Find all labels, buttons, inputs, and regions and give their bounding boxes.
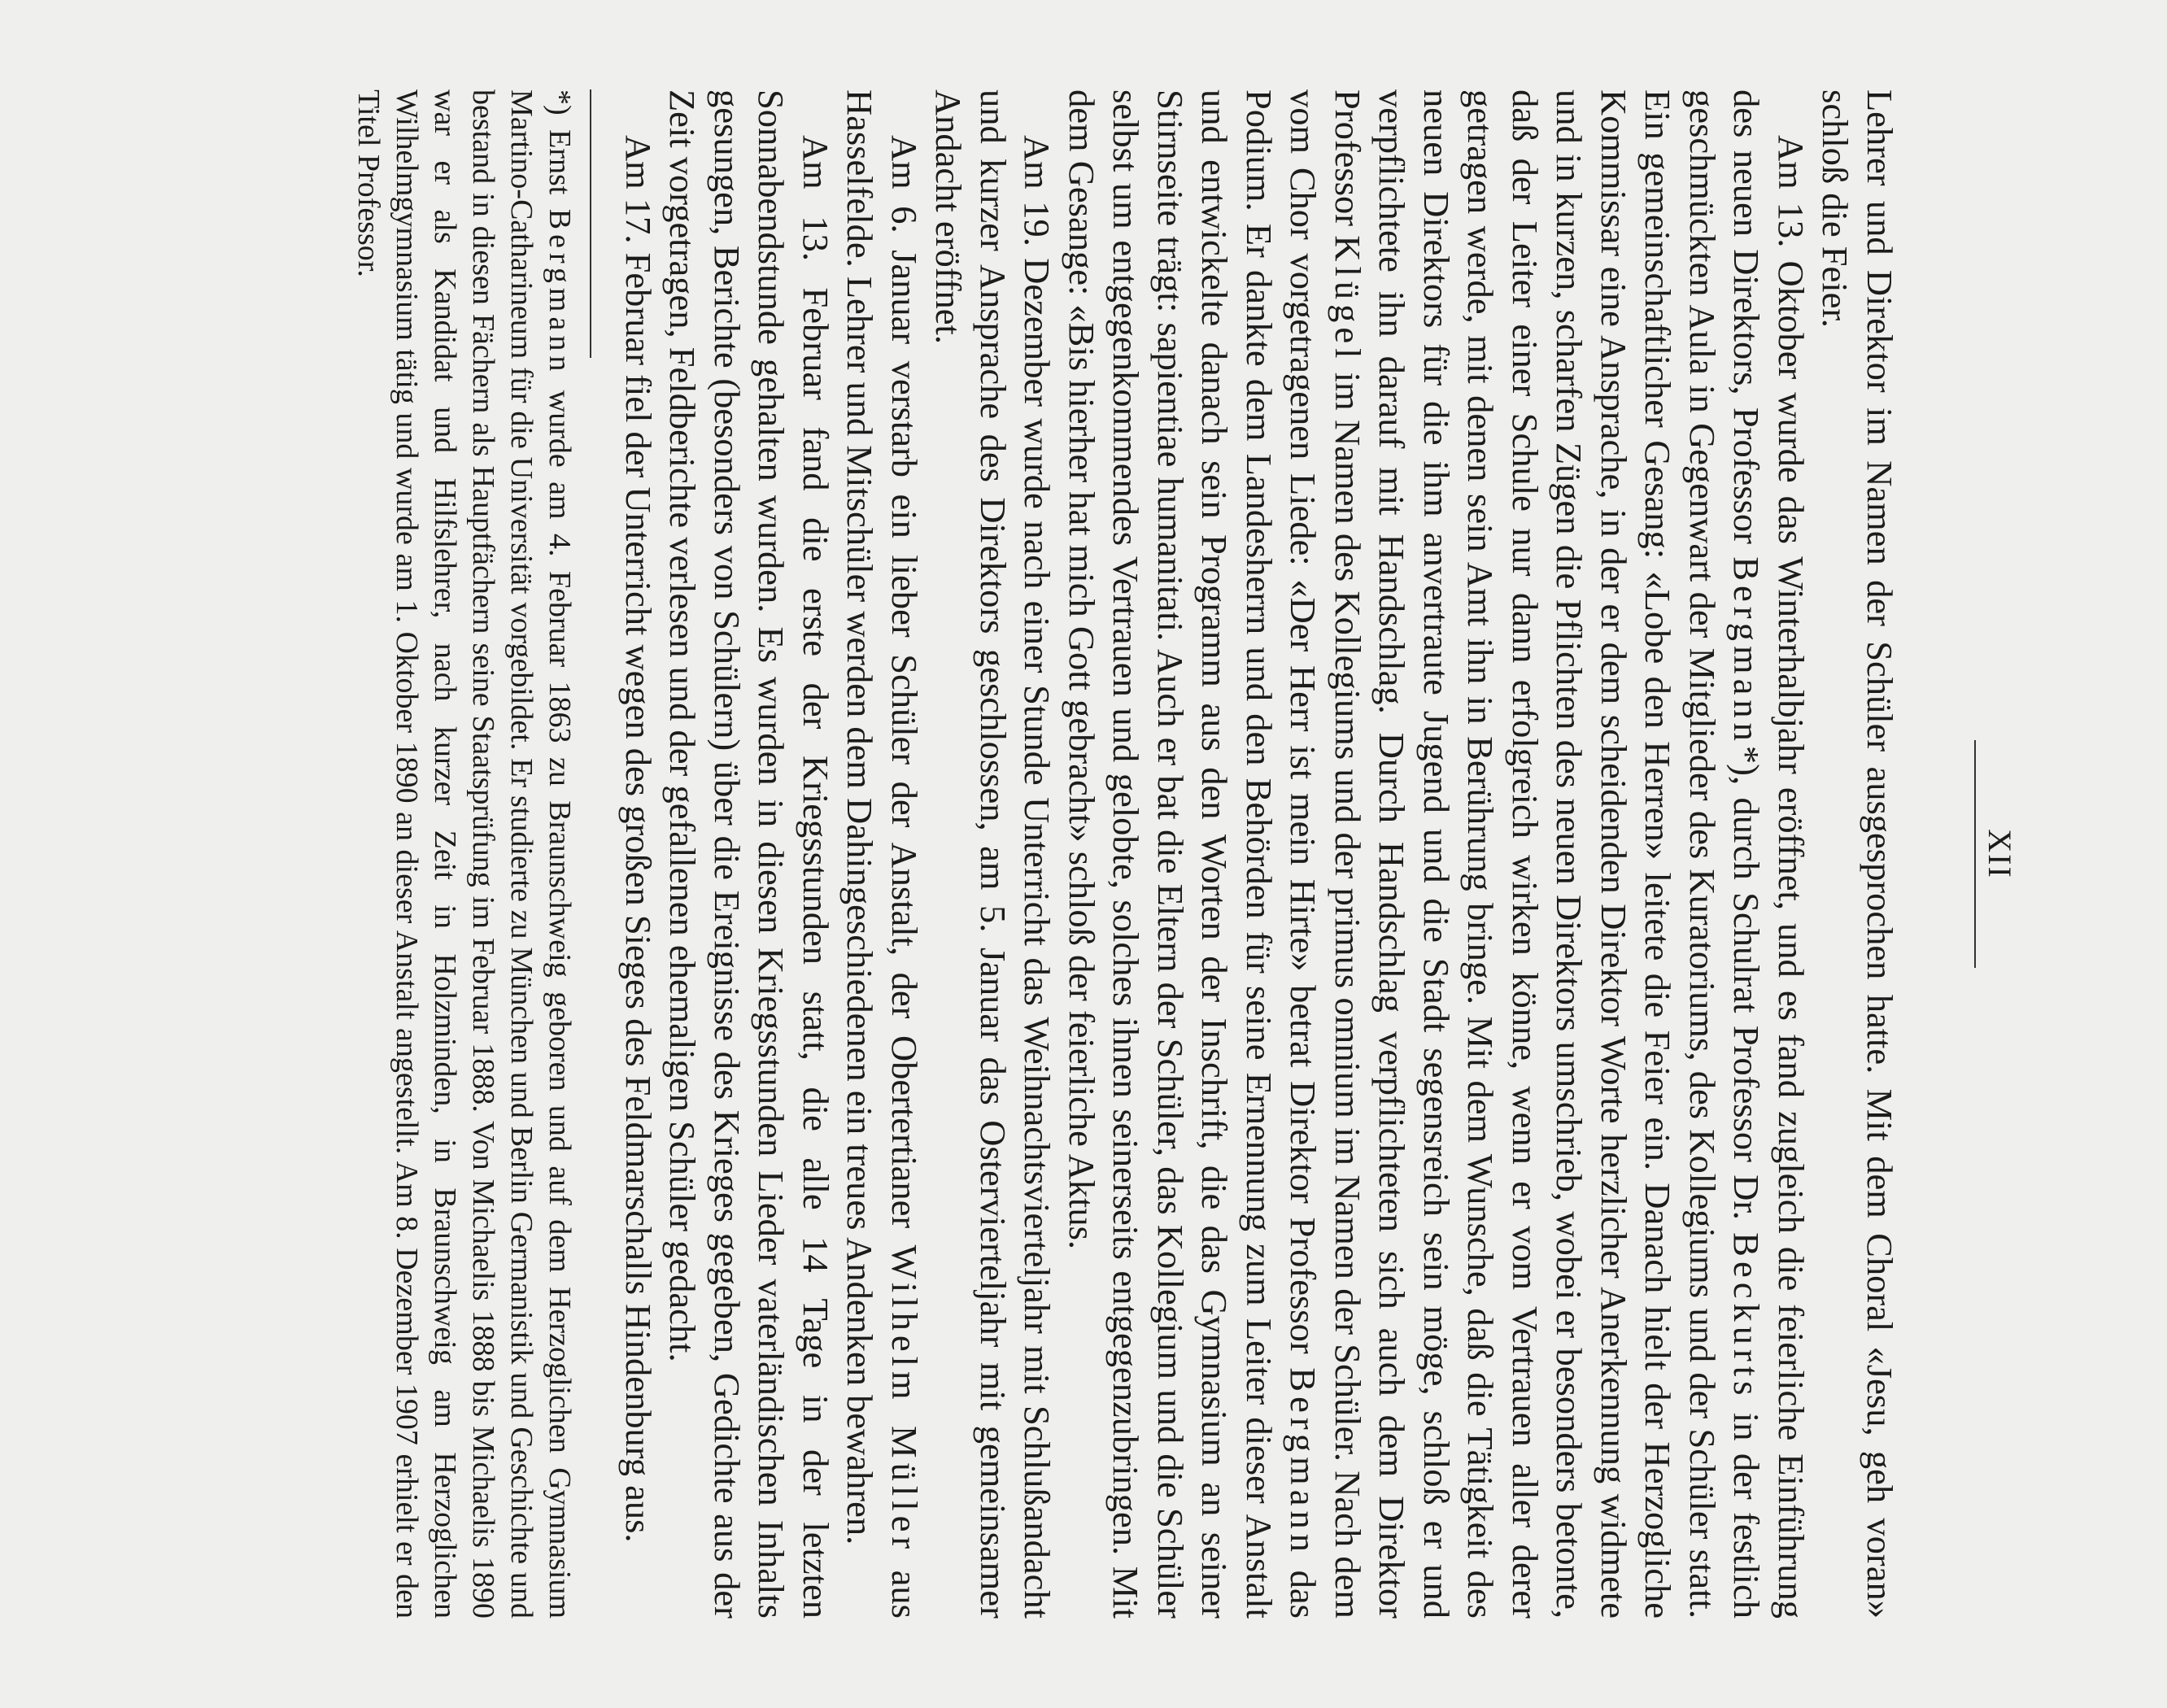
- name-beckurts: Beckurts: [1726, 1232, 1768, 1401]
- name-kluegel: Klügel: [1328, 235, 1368, 364]
- paragraph-2-text-c: in der festlich geschmückten Aula in Gegenwart der Mitglieder des Kuratoriums, des Kollegiums und der Schüler statt. Ein gemeinschaftlicher Gesang: «Lobe den Herren» leitete die Feier ein. Danach hielt der Herzogliche Kommissar eine Ansprache, in der er dem scheidenden Direktor Worte herzlicher Anerkennung widmete und in kurzen, scharfen Zügen die Pflichten des neuen Direktors umschrieb, wobei er besonders betonte, daß der Leiter einer Schule nur dann erfolgreich wirken könne, wenn er vom Vertrauen aller derer getragen werde, mit denen sein Amt ihn in Berührung bringe. Mit dem Wunsche, daß die Tätigkeit des neuen Direktors für die ihm anvertraute Jugend und die Stadt segensreich sein möge, schloß er und verpflichtete ihn darauf mit Handschlag. Durch Handschlag verpflichteten sich auch dem Direktor Professor: [1328, 89, 1768, 1619]
- footnote-name-bergmann: Bergmann: [543, 208, 578, 377]
- paragraph-2-text-a: Am 13. Oktober wurde das Winterhalbjahr eröffnet, und es fand zugleich die feierliche Einführung des neuen Direktors, Professor: [1726, 89, 1812, 1619]
- name-bergmann: Bergmann: [1726, 556, 1768, 746]
- footnote-rule: [591, 89, 592, 358]
- paragraph-4-text-a: Am 6. Januar verstarb ein lieber Schüler der Anstalt, der Obertertianer: [884, 135, 925, 1245]
- body-text: [617, 89, 1903, 1619]
- page-header: [1921, 89, 2019, 1619]
- footnote-text-b: wurde am 4. Februar 1863 zu Braunschweig geboren und auf dem Herzoglichen Gymnasium Martino-Catharineum für die Universität vorgebildet. Er studierte zu München und Berlin Germanistik und Geschichte und bestand in diesen Fächern als Hauptfächern seine Staatsprüfung im Februar 1888. Von Michaelis 1888 bis Michaelis 1890 war er als Kandidat und Hilfslehrer, nach kurzer Zeit in Holzminden, in Braunschweig am Herzoglichen Wilhelmgymnasium tätig und wurde am 1. Oktober 1890 an dieser Anstalt angestellt. Am 8. Dezember 1907 erhielt er den Titel Professor.: [351, 89, 578, 1619]
- paragraph-6: Am 17. Februar fiel der Unterricht wegen des großen Sieges des Feldmarschalls Hindenburg aus.: [618, 135, 659, 1543]
- paragraph-5: Am 13. Februar fand die erste der Kriegsstunden statt, die alle 14 Tage in der letzten Sonnabendstunde gehalten wurden. Es wurden in diesen Kriegsstunden Lieder vaterländischen Inhalts gesungen, Berichte (besonders von Schülern) über die Ereignisse des Krieges gegeben, Gedichte aus der Zeit vorgetragen, Feldberichte verlesen und der gefallenen ehemaligen Schüler gedacht.: [662, 89, 836, 1619]
- paragraph-2-text-d: im Namen des Kollegiums und der primus omnium im Namen der Schüler. Nach dem vom Chor vorgetragenen Liede: «Der Herr ist mein Hirte» betrat Direktor Professor: [1283, 89, 1368, 1619]
- paragraph-1: Lehrer und Direktor im Namen der Schüler ausgesprochen hatte. Mit dem Choral «Jesu, geh voran» schloß die Feier.: [1815, 89, 1900, 1619]
- header-rule: [1974, 740, 1976, 968]
- page-number: XII: [1982, 829, 2018, 879]
- footnote-paragraph: [350, 89, 579, 1619]
- footnote: [350, 89, 579, 1619]
- paragraph-4: [838, 89, 927, 1619]
- footnote-text-a: *) Ernst: [543, 89, 578, 209]
- paragraph-2-text-e: das Podium. Er dankte dem Landesherrn und den Behörden für seine Ernennung zum Leiter dieser Anstalt und entwickelte danach sein Programm aus den Worten der Inschrift, die das Gymnasium an seiner Stirnseite trägt: sapientiae humanitati. Auch er bat die Eltern der Schüler, das Kollegium und die Schüler selbst um entgegenkommendes Vertrauen und gelobte, solches ihnen seinerseits entgegenzubringen. Mit dem Gesange: «Bis hierher hat mich Gott gebracht» schloß der feierliche Aktus.: [1062, 89, 1324, 1619]
- paragraph-2-text-b: *), durch Schulrat Professor Dr.: [1726, 745, 1768, 1233]
- paragraph-3: Am 19. Dezember wurde nach einer Stunde Unterricht das Weihnachtsvierteljahr mit Schlußandacht und kurzer Ansprache des Direktors geschlossen, am 5. Januar das Ostervierteljahr mit gemeinsamer Andacht eröffnet.: [928, 89, 1058, 1619]
- rotated-text-block: [148, 89, 2019, 1619]
- name-wilhelm-mueller: Wilhelm Müller: [884, 1244, 925, 1554]
- paragraph-4-text-b: aus Hasselfelde. Lehrer und Mitschüler werden dem Dahingeschiedenen ein treues Andenken bewahren.: [839, 89, 925, 1619]
- paragraph-2: [1060, 89, 1814, 1619]
- name-bergmann-2: Bergmann: [1283, 1367, 1324, 1557]
